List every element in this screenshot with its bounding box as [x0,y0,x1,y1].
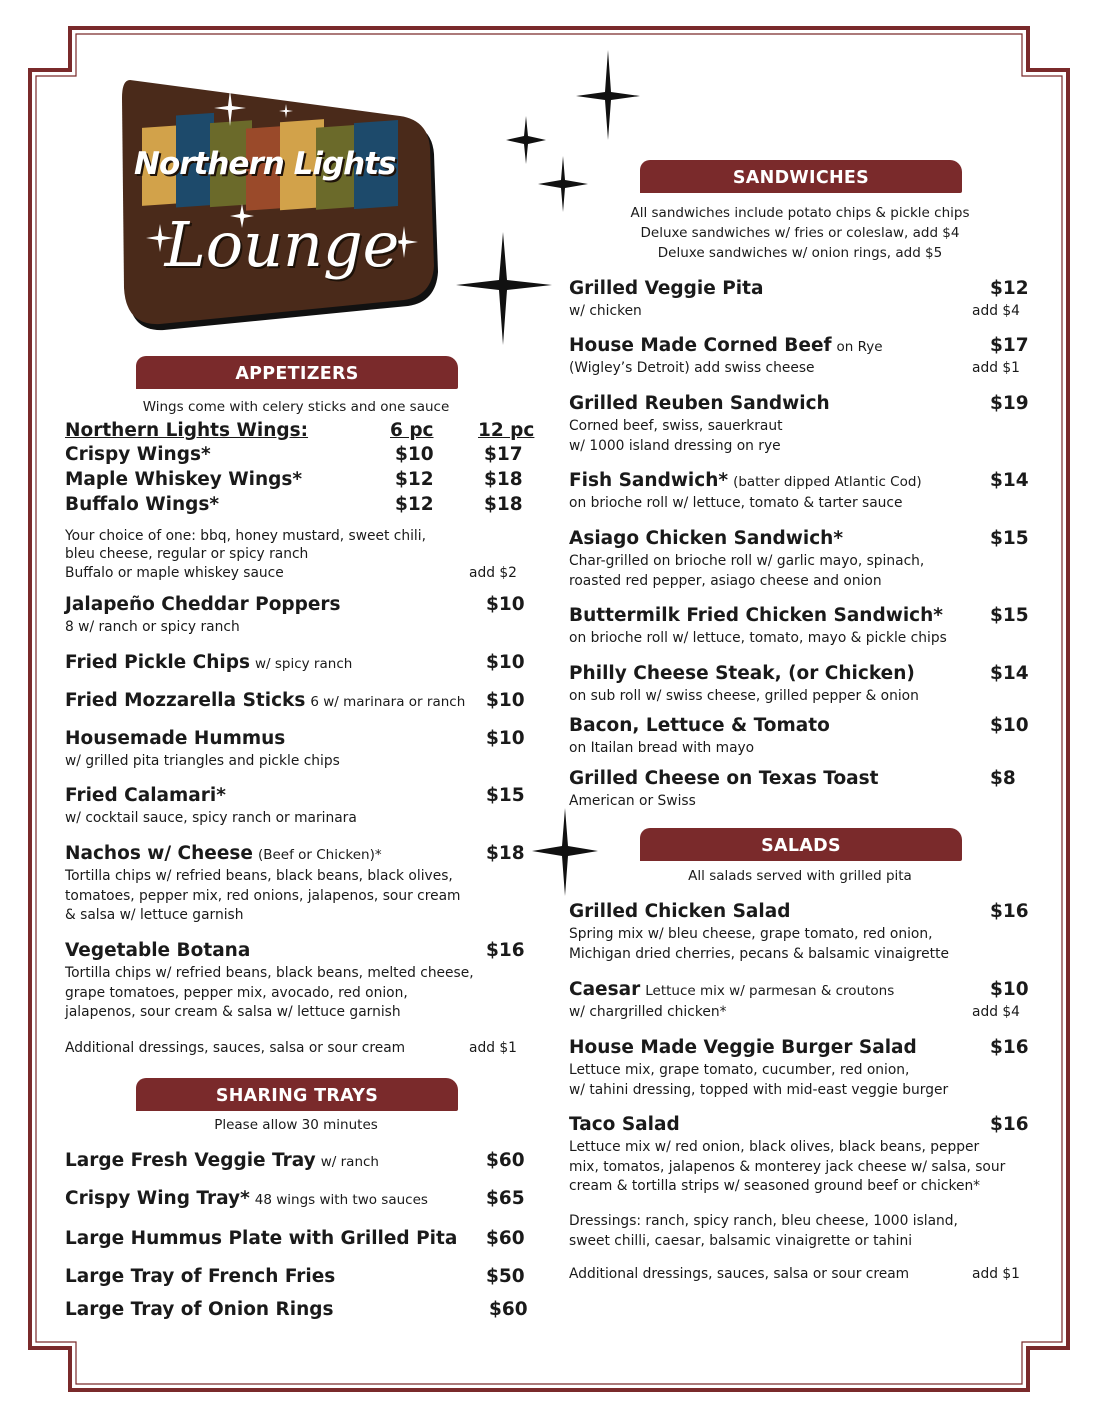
wings-header-label: Northern Lights Wings: [65,420,309,441]
item-description: w/ chicken [569,303,642,319]
sharing-item-name: Large Tray of French Fries [65,1266,336,1287]
item-name: Taco Salad [569,1114,680,1135]
item-title-line [569,1114,680,1135]
sharing-item-price: $60 [486,1228,525,1249]
item-add-on-price: add $4 [972,303,1020,319]
appetizers-extra-add: add $1 [469,1040,517,1056]
item-price: $8 [990,768,1016,789]
item-price: $15 [486,785,525,806]
salad-dressings-line-1: Dressings: ranch, spicy ranch, bleu cheese, 1000 island, [569,1213,958,1229]
item-inline-note: on Rye [836,339,883,355]
item-description: jalapenos, sour cream & salsa w/ lettuce garnish [65,1004,401,1020]
item-name: Buttermilk Fried Chicken Sandwich* [569,605,943,626]
item-price: $15 [990,528,1029,549]
item-price: $17 [990,335,1029,356]
sauce-line-3: Buffalo or maple whiskey sauce [65,565,284,581]
item-description: & salsa w/ lettuce garnish [65,907,244,923]
item-title-line [65,785,226,806]
item-description: on brioche roll w/ lettuce, tomato & tarter sauce [569,495,903,511]
sandwiches-note-1: All sandwiches include potato chips & pickle chips [630,205,970,221]
item-description: w/ grilled pita triangles and pickle chips [65,753,340,769]
sharing-banner: SHARING TRAYS [136,1078,458,1111]
item-description: Lettuce mix w/ red onion, black olives, black beans, pepper [569,1139,980,1155]
wings-header-12pc: 12 pc [478,420,535,441]
item-price: $16 [486,940,525,961]
item-name: Fried Mozzarella Sticks [65,690,306,711]
item-price: $19 [990,393,1029,414]
item-title-line [569,335,883,356]
logo-title-text: Northern Lights [134,146,396,182]
item-price: $16 [990,1037,1029,1058]
item-price: $15 [990,605,1029,626]
sharing-item-price: $65 [486,1188,525,1209]
sharing-item-title [65,1299,334,1320]
item-description: w/ cocktail sauce, spicy ranch or marinara [65,810,357,826]
item-description: tomatoes, pepper mix, red onions, jalapenos, sour cream [65,887,461,904]
wing-price-6pc: $12 [395,469,434,490]
wing-item-name: Maple Whiskey Wings* [65,469,303,490]
item-description: Corned beef, swiss, sauerkraut [569,418,783,434]
item-title-line [569,768,879,789]
item-description: (Wigley’s Detroit) add swiss cheese [569,360,815,376]
item-name: Jalapeño Cheddar Poppers [65,594,341,615]
item-title-line [65,940,250,961]
item-description: Spring mix w/ bleu cheese, grape tomato, red onion, [569,926,933,942]
salads-extra-add: add $1 [972,1266,1020,1282]
wing-price-6pc: $12 [395,494,434,515]
sharing-item-name: Large Tray of Onion Rings [65,1299,334,1320]
item-title-line [569,605,943,626]
salads-banner: SALADS [640,828,962,861]
item-title-line [65,843,382,864]
sandwiches-banner: SANDWICHES [640,160,962,193]
item-inline-note: (batter dipped Atlantic Cod) [733,474,922,490]
item-title-line [569,663,915,684]
item-description: 8 w/ ranch or spicy ranch [65,619,240,635]
item-price: $14 [990,470,1029,491]
wing-item-name: Buffalo Wings* [65,494,220,515]
item-title-line [65,728,285,749]
item-title-line [569,901,790,922]
item-name: Caesar [569,979,641,1000]
sharing-item-name: Crispy Wing Tray* [65,1188,250,1209]
sandwiches-note-3: Deluxe sandwiches w/ onion rings, add $5 [657,245,943,261]
item-name: Bacon, Lettuce & Tomato [569,715,830,736]
item-price: $18 [486,843,525,864]
item-name: Fried Pickle Chips [65,652,250,673]
item-price: $14 [990,663,1029,684]
sharing-item-title [65,1150,379,1171]
appetizers-extra: Additional dressings, sauces, salsa or sour cream [65,1040,406,1056]
sharing-item-title [65,1228,457,1249]
item-description: on sub roll w/ swiss cheese, grilled pepper & onion [569,688,919,704]
item-description: w/ chargrilled chicken* [569,1004,727,1020]
item-title-line [65,652,352,673]
item-price: $10 [486,594,525,615]
sharing-item-price: $60 [486,1150,525,1171]
wing-price-12pc: $17 [484,444,523,465]
item-price: $10 [486,728,525,749]
item-add-on-price: add $4 [972,1004,1020,1020]
item-inline-note: (Beef or Chicken)* [257,847,382,863]
item-description: Tortilla chips w/ refried beans, black beans, black olives, [65,868,453,884]
sharing-item-price: $60 [489,1299,528,1320]
item-price: $10 [990,979,1029,1000]
wing-item-name: Crispy Wings* [65,444,211,465]
item-name: Philly Cheese Steak, (or Chicken) [569,663,915,684]
item-description: w/ tahini dressing, topped with mid-east veggie burger [569,1081,949,1098]
item-name: Fried Calamari* [65,785,226,806]
item-description: mix, tomatos, jalapenos & monterey jack cheese w/ salsa, sour [569,1158,1006,1175]
sauce-line-1: Your choice of one: bbq, honey mustard, sweet chili, [65,528,426,544]
item-title-line [569,1037,917,1058]
item-description: Tortilla chips w/ refried beans, black beans, melted cheese, [65,965,474,981]
item-title-line [569,715,830,736]
item-inline-note: 6 w/ marinara or ranch [310,694,466,710]
item-description: cream & tortilla strips w/ seasoned ground beef or chicken* [569,1178,981,1194]
item-add-on-price: add $1 [972,360,1020,376]
item-price: $12 [990,278,1029,299]
appetizers-banner: APPETIZERS [136,356,458,389]
item-name: Grilled Cheese on Texas Toast [569,768,879,789]
sharing-item-inline-note: w/ ranch [320,1154,379,1170]
sharing-item-title [65,1266,335,1287]
sharing-item-inline-note: 48 wings with two sauces [254,1192,428,1208]
item-price: $10 [486,690,525,711]
item-title-line [569,278,763,299]
item-name: Housemade Hummus [65,728,286,749]
item-name: Grilled Chicken Salad [569,901,791,922]
sauce-add-price: add $2 [469,565,517,581]
item-price: $16 [990,1114,1029,1135]
item-price: $10 [990,715,1029,736]
salads-note: All salads served with grilled pita [688,868,912,884]
item-description: roasted red pepper, asiago cheese and onion [569,572,882,589]
sharing-item-name: Large Fresh Veggie Tray [65,1150,316,1171]
salads-extra: Additional dressings, sauces, salsa or sour cream [569,1266,910,1282]
sharing-item-title [65,1188,428,1209]
item-title-line [569,393,830,414]
item-title-line [65,690,465,711]
wing-price-12pc: $18 [484,469,523,490]
item-price: $16 [990,901,1029,922]
salad-dressings-line-2: sweet chilli, caesar, balsamic vinaigrette or tahini [569,1232,913,1249]
item-name: Grilled Reuben Sandwich [569,393,830,414]
item-description: Lettuce mix, grape tomato, cucumber, red onion, [569,1062,910,1078]
item-price: $10 [486,652,525,673]
item-inline-note: Lettuce mix w/ parmesan & croutons [645,983,895,999]
wing-price-12pc: $18 [484,494,523,515]
salad-dressings [569,1212,958,1251]
item-name: Asiago Chicken Sandwich* [569,528,844,549]
sandwiches-notes [590,203,1010,263]
sandwiches-note-2: Deluxe sandwiches w/ fries or coleslaw, add $4 [640,225,960,241]
item-name: House Made Corned Beef [569,335,832,356]
item-description: on Itailan bread with mayo [569,740,755,756]
item-name: Grilled Veggie Pita [569,278,764,299]
sauce-line-2: bleu cheese, regular or spicy ranch [65,546,309,562]
item-title-line [569,979,894,1000]
sharing-note: Please allow 30 minutes [214,1117,378,1133]
item-name: House Made Veggie Burger Salad [569,1037,917,1058]
sharing-item-name: Large Hummus Plate with Grilled Pita [65,1228,458,1249]
wing-price-6pc: $10 [395,444,434,465]
sharing-item-price: $50 [486,1266,525,1287]
logo-script-text: Lounge [164,208,400,281]
item-description: Char-grilled on brioche roll w/ garlic mayo, spinach, [569,553,925,569]
item-description: Michigan dried cherries, pecans & balsamic vinaigrette [569,945,949,962]
item-name: Vegetable Botana [65,940,251,961]
lounge-logo [112,68,442,333]
item-description: American or Swiss [569,793,696,809]
appetizers-note: Wings come with celery sticks and one sauce [142,399,450,415]
item-title-line [569,528,843,549]
item-title-line [65,594,341,615]
wings-header-6pc: 6 pc [390,420,434,441]
item-inline-note: w/ spicy ranch [255,656,353,672]
item-name: Nachos w/ Cheese [65,843,253,864]
item-description: w/ 1000 island dressing on rye [569,437,781,454]
item-description: grape tomatoes, pepper mix, avocado, red onion, [65,984,408,1001]
item-name: Fish Sandwich* [569,470,729,491]
item-title-line [569,470,922,491]
item-description: on brioche roll w/ lettuce, tomato, mayo & pickle chips [569,630,947,646]
